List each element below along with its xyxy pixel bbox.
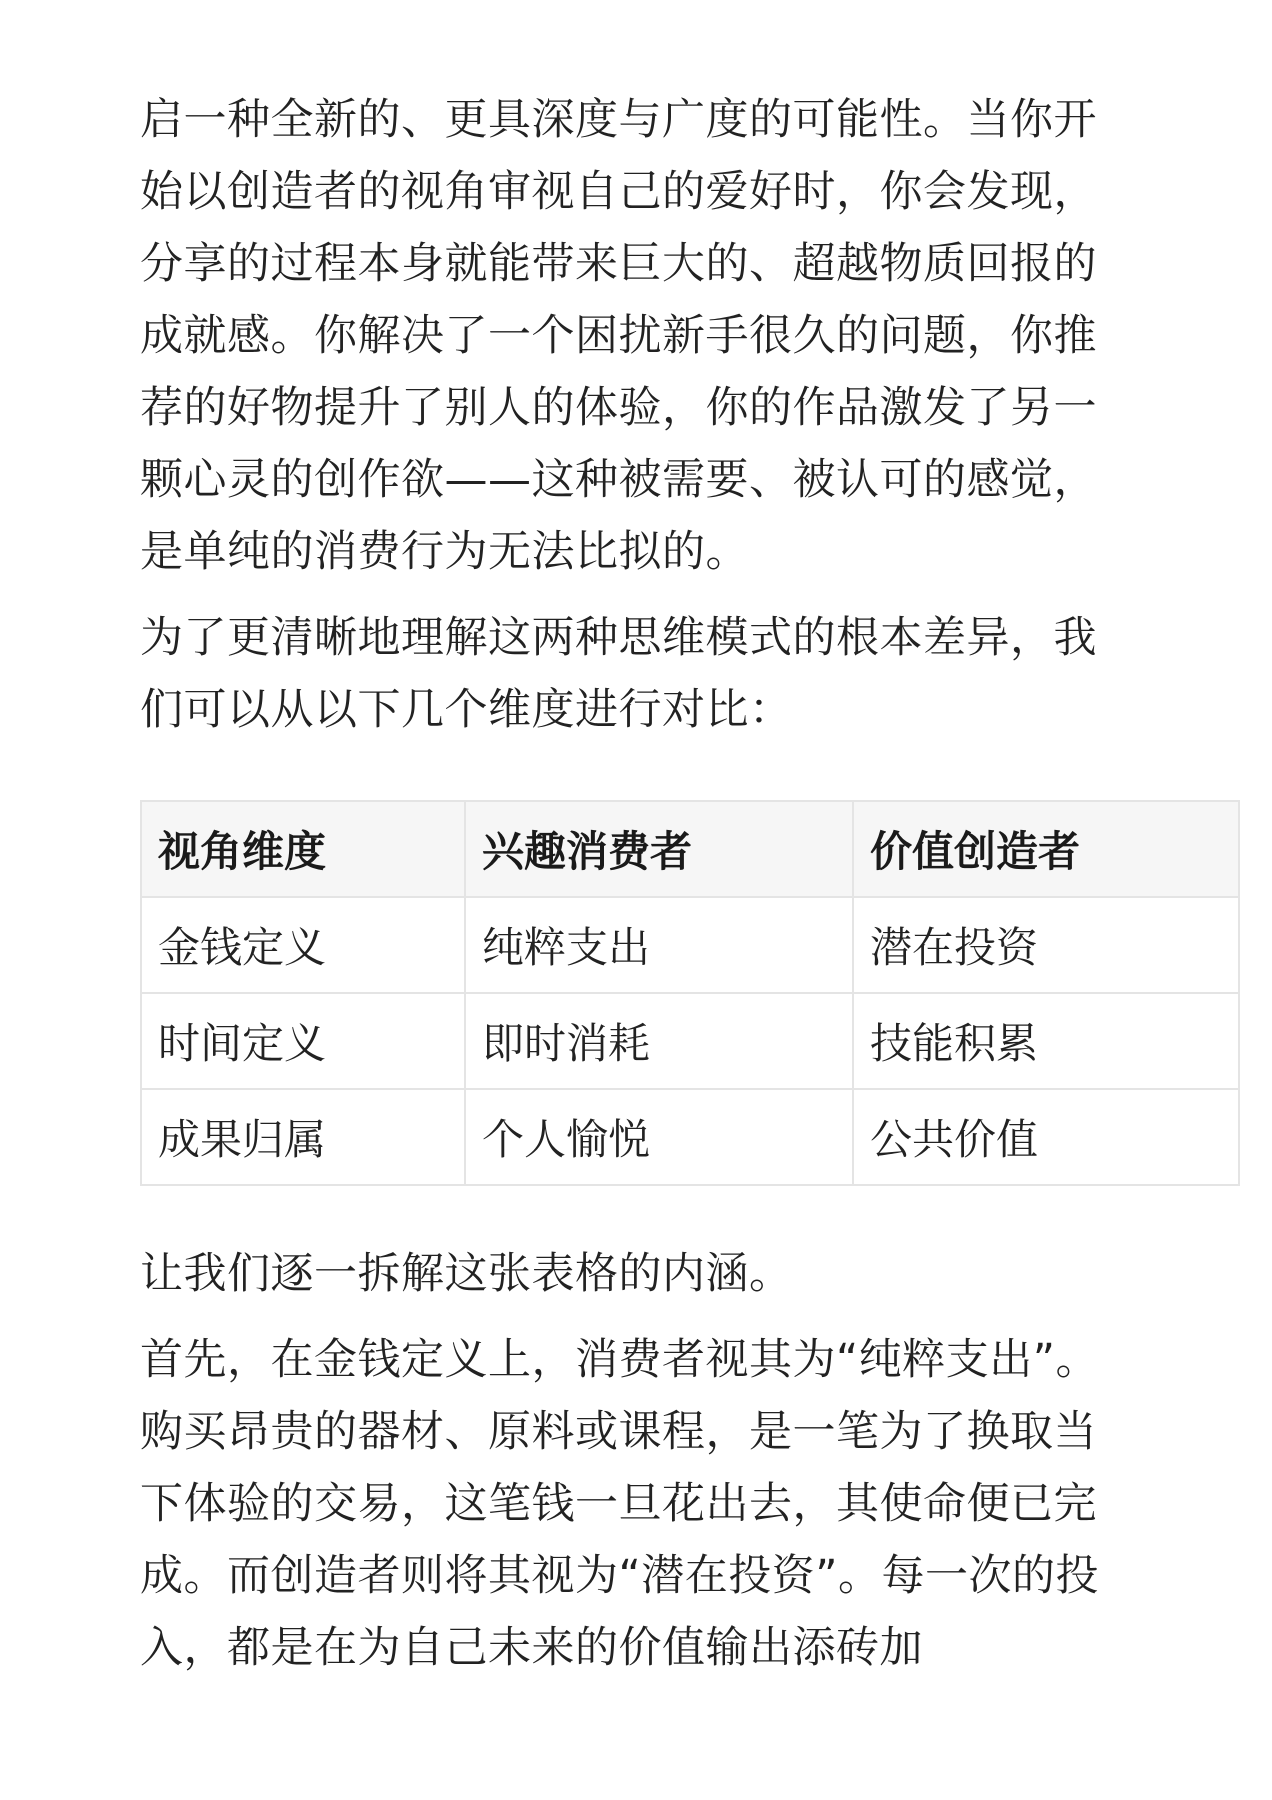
article-body — [140, 84, 1136, 1684]
table-cell: 潜在投资 — [853, 897, 1239, 993]
paragraph-creator-perspective: 启一种全新的、更具深度与广度的可能性。当你开始以创造者的视角审视自己的爱好时，你会发现，分享的过程本身就能带来巨大的、超越物质回报的成就感。你解决了一个困扰新手很久的问题，你推荐的好物提升了别人的体验，你的作品激发了另一颗心灵的创作欲——这种被需要、被认可的感觉，是单纯的消费行为无法比拟的。 — [140, 95, 1097, 577]
paragraph-comparison-intro: 为了更清晰地理解这两种思维模式的根本差异，我们可以从以下几个维度进行对比： — [140, 613, 1097, 735]
table-cell: 个人愉悦 — [465, 1089, 853, 1185]
table-header-consumer: 兴趣消费者 — [465, 801, 853, 897]
comparison-table — [140, 800, 1240, 1186]
table-cell: 成果归属 — [141, 1089, 465, 1185]
table-cell: 即时消耗 — [465, 993, 853, 1089]
table-row — [141, 1089, 1239, 1185]
paragraph-money-definition: 首先，在金钱定义上，消费者视其为“纯粹支出”。购买昂贵的器材、原料或课程，是一笔为了换取当下体验的交易，这笔钱一旦花出去，其使命便已完成。而创造者则将其视为“潜在投资”。每一次的投入，都是在为自己未来的价值输出添砖加 — [140, 1335, 1100, 1673]
table-cell: 纯粹支出 — [465, 897, 853, 993]
table-header-row — [141, 801, 1239, 897]
table-header-creator: 价值创造者 — [853, 801, 1239, 897]
table-cell: 时间定义 — [141, 993, 465, 1089]
table-header-dimension: 视角维度 — [141, 801, 465, 897]
table-cell: 金钱定义 — [141, 897, 465, 993]
table-cell: 公共价值 — [853, 1089, 1239, 1185]
table-row — [141, 897, 1239, 993]
paragraph-table-intro: 让我们逐一拆解这张表格的内涵。 — [140, 1249, 793, 1299]
table-cell: 技能积累 — [853, 993, 1239, 1089]
table-row — [141, 993, 1239, 1089]
